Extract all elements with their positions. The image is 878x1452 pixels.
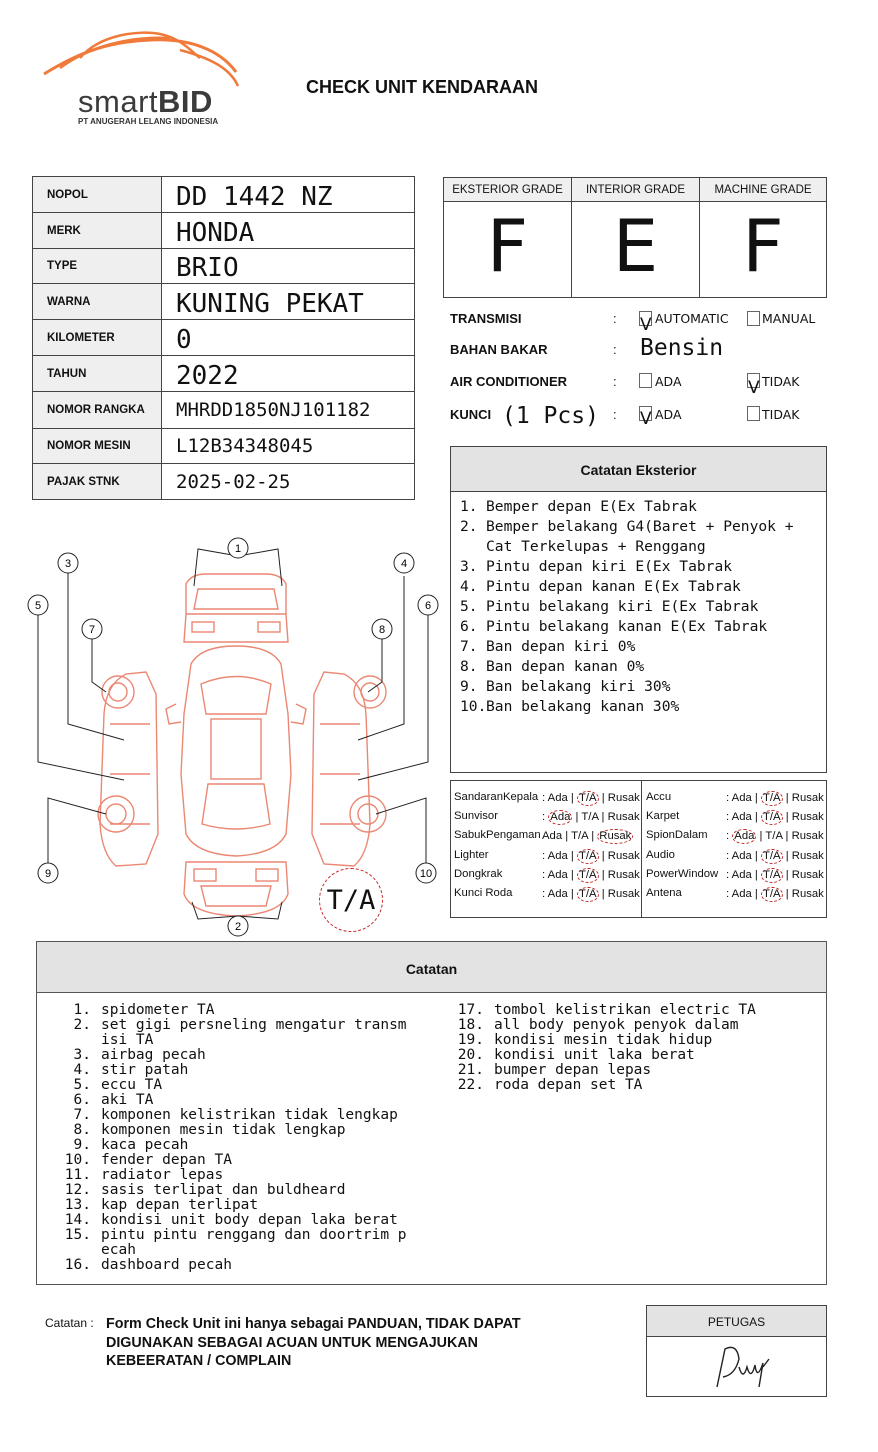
note-text: roda depan set TA [494, 1077, 643, 1093]
note-text: all body penyok penyok dalam [494, 1017, 739, 1033]
info-value: BRIO [162, 249, 415, 284]
footer-label: Catatan : [45, 1316, 94, 1330]
marker-number: 8 [378, 624, 386, 636]
accessory-name: Audio [646, 849, 675, 861]
marker-layer [28, 538, 438, 936]
accessory-option[interactable]: Rusak [791, 811, 824, 823]
accessory-name: SandaranKepala [454, 791, 539, 803]
petugas-box [646, 1305, 827, 1397]
note-number: 22. [457, 1077, 484, 1093]
info-row-nomor-rangka [33, 392, 415, 429]
marker-number: 1 [234, 543, 242, 555]
damage-marker-10 [416, 863, 436, 883]
accessory-name: Dongkrak [454, 868, 503, 880]
note-text: set gigi persneling mengatur transm isi TA [101, 1017, 407, 1048]
marker-lines [38, 549, 428, 919]
kunci-label: KUNCI [450, 407, 492, 422]
info-row-merk [33, 213, 415, 249]
separator: | [785, 850, 789, 862]
info-label: NOMOR RANGKA [33, 392, 162, 429]
separator: | [565, 830, 569, 842]
info-label: TYPE [33, 249, 162, 284]
note-text: kondisi unit laka berat [494, 1047, 695, 1063]
exterior-note-item [460, 497, 826, 517]
kunci-ada-option: ADA [655, 407, 682, 422]
separator: | [754, 869, 758, 881]
note-text: spidometer TA [101, 1002, 215, 1018]
colon: : [613, 374, 617, 389]
note-item [59, 1228, 429, 1258]
damage-marker-9 [38, 863, 58, 883]
exterior-note-item [460, 597, 826, 617]
note-text: bumper depan lepas [494, 1062, 652, 1078]
manual-checkbox[interactable] [747, 311, 760, 326]
info-value: KUNING PEKAT [162, 284, 415, 320]
accessory-option[interactable]: Ada [731, 792, 752, 804]
accessory-row [454, 791, 639, 810]
note-number: 7. [460, 638, 478, 655]
note-item [59, 1108, 429, 1123]
info-row-tahun [33, 356, 415, 392]
accessory-option[interactable]: T/A [578, 792, 597, 804]
info-value: L12B34348045 [162, 429, 415, 464]
info-row-type [33, 249, 415, 284]
accessory-option[interactable]: Rusak [607, 869, 640, 881]
separator: | [570, 850, 574, 862]
exterior-notes-title: Catatan Eksterior [451, 447, 826, 492]
note-text: komponen kelistrikan tidak lengkap [101, 1107, 398, 1123]
grade-table [443, 177, 827, 298]
accessory-option[interactable]: Ada [547, 869, 568, 881]
info-value: 2022 [162, 356, 415, 392]
exterior-notes-panel [450, 446, 827, 773]
accessory-option[interactable]: T/A [578, 850, 597, 862]
separator: | [591, 830, 595, 842]
note-text: tombol kelistrikan electric TA [494, 1002, 756, 1018]
separator: | [601, 811, 605, 823]
note-item [59, 1063, 429, 1078]
note-number: 3. [460, 558, 478, 575]
accessory-option[interactable]: T/A [762, 850, 781, 862]
note-number: 11. [64, 1167, 91, 1183]
note-number: 10. [64, 1152, 91, 1168]
info-value: 2025-02-25 [162, 464, 415, 500]
check-mark-icon: V [748, 378, 760, 398]
accessory-option[interactable]: T/A [762, 888, 781, 900]
accessory-option[interactable]: Rusak [791, 830, 824, 842]
accessory-name: SpionDalam [646, 829, 708, 841]
marker-number: 9 [44, 868, 52, 880]
accessory-option[interactable]: T/A [762, 811, 781, 823]
accessory-option[interactable]: Rusak [791, 850, 824, 862]
marker-number: 10 [419, 868, 433, 880]
note-item [59, 1213, 429, 1228]
car-swoosh-icon [40, 28, 250, 88]
separator: | [601, 869, 605, 881]
note-text: dashboard pecah [101, 1257, 232, 1273]
exterior-note-item [460, 637, 826, 657]
page-title: CHECK UNIT KENDARAAN [306, 77, 538, 97]
note-number: 6. [460, 618, 478, 635]
note-item [450, 1048, 810, 1063]
notes-list-left [59, 1003, 429, 1273]
accessory-row [646, 829, 831, 848]
grade-interior [572, 178, 700, 297]
ac-ada-checkbox[interactable] [639, 373, 652, 388]
separator: | [785, 830, 789, 842]
colon: : [542, 869, 546, 881]
info-label: NOPOL [33, 177, 162, 213]
note-text: Bemper belakang G4(Baret + Penyok + Cat Terkelupas + Renggang [486, 518, 794, 555]
note-text: aki TA [101, 1092, 154, 1108]
accessory-option[interactable]: Rusak [599, 830, 632, 842]
note-text: Ban depan kiri 0% [486, 638, 636, 655]
separator: | [570, 888, 574, 900]
accessory-option[interactable]: Ada [734, 830, 755, 842]
info-row-warna [33, 284, 415, 320]
accessory-option[interactable]: Rusak [791, 888, 824, 900]
note-text: sasis terlipat dan buldheard [101, 1182, 346, 1198]
accessory-option[interactable]: Rusak [791, 869, 824, 881]
info-label: NOMOR MESIN [33, 429, 162, 464]
accessory-option[interactable]: Ada [731, 811, 752, 823]
damage-marker-3 [58, 553, 78, 573]
note-number: 14. [64, 1212, 91, 1228]
accessories-panel [450, 780, 827, 918]
note-item [59, 1078, 429, 1093]
note-item [450, 1063, 810, 1078]
accessory-option[interactable]: Ada [731, 850, 752, 862]
colon: : [542, 792, 546, 804]
separator: | [575, 811, 579, 823]
note-text: Ban belakang kanan 30% [486, 698, 680, 715]
exterior-note-item [460, 577, 826, 597]
accessory-option[interactable]: T/A [581, 811, 599, 823]
grade-exterior [444, 178, 572, 297]
accessory-row [454, 829, 639, 848]
note-text: kondisi mesin tidak hidup [494, 1032, 713, 1048]
petugas-title: PETUGAS [647, 1306, 826, 1337]
note-text: Pintu belakang kanan E(Ex Tabrak [486, 618, 768, 635]
info-row-pajak-stnk [33, 464, 415, 500]
info-label: TAHUN [33, 356, 162, 392]
info-label: WARNA [33, 284, 162, 320]
separator: | [754, 792, 758, 804]
note-number: 3. [73, 1047, 91, 1063]
exterior-notes-list [451, 492, 826, 717]
accessory-row [646, 868, 831, 887]
note-number: 8. [460, 658, 478, 675]
exterior-note-item [460, 657, 826, 677]
marker-number: 3 [64, 558, 72, 570]
note-number: 8. [73, 1122, 91, 1138]
note-text: stir patah [101, 1062, 189, 1078]
note-number: 4. [460, 578, 478, 595]
transmisi-label: TRANSMISI [450, 311, 522, 326]
ac-ada-option: ADA [655, 374, 682, 389]
separator: | [601, 850, 605, 862]
info-row-nomor-mesin [33, 429, 415, 464]
separator: | [759, 830, 763, 842]
accessory-option[interactable]: Ada [550, 811, 571, 823]
info-value: 0 [162, 320, 415, 356]
note-number: 5. [73, 1077, 91, 1093]
info-row-nopol [33, 177, 415, 213]
note-text: kaca pecah [101, 1137, 189, 1153]
grade-label: EKSTERIOR GRADE [444, 178, 571, 202]
colon: : [542, 811, 546, 823]
colon: : [726, 792, 730, 804]
note-text: kondisi unit body depan laka berat [101, 1212, 398, 1228]
note-number: 1. [73, 1002, 91, 1018]
note-item [59, 1168, 429, 1183]
separator: | [570, 869, 574, 881]
note-item [59, 1048, 429, 1063]
marker-number: 6 [424, 600, 432, 612]
vehicle-info-table [32, 176, 415, 500]
accessory-option[interactable]: T/A [765, 830, 783, 842]
note-item [59, 1138, 429, 1153]
kunci-tidak-checkbox[interactable] [747, 406, 760, 421]
note-item [59, 1153, 429, 1168]
note-text: Pintu depan kiri E(Ex Tabrak [486, 558, 733, 575]
accessory-name: Antena [646, 887, 682, 899]
accessory-name: Karpet [646, 810, 680, 822]
colon: : [542, 888, 546, 900]
exterior-note-item [460, 697, 826, 717]
accessory-option[interactable]: Ada [547, 888, 568, 900]
marker-number: 5 [34, 600, 42, 612]
separator: | [785, 811, 789, 823]
exterior-note-item [460, 617, 826, 637]
grade-value: F [486, 204, 529, 288]
info-label: MERK [33, 213, 162, 249]
note-item [59, 1003, 429, 1018]
colon: : [726, 888, 730, 900]
separator: | [785, 869, 789, 881]
note-number: 9. [460, 678, 478, 695]
note-text: pintu pintu renggang dan doortrim p ecah [101, 1227, 407, 1258]
note-text: komponen mesin tidak lengkap [101, 1122, 346, 1138]
info-row-kilometer [33, 320, 415, 356]
note-text: eccu TA [101, 1077, 163, 1093]
note-item [450, 1078, 810, 1093]
note-number: 1. [460, 498, 478, 515]
note-item [59, 1258, 429, 1273]
ac-label: AIR CONDITIONER [450, 374, 567, 389]
colon: : [726, 869, 730, 881]
accessory-option[interactable]: T/A [762, 792, 781, 804]
kunci-tidak-option: TIDAK [762, 407, 800, 422]
note-number: 5. [460, 598, 478, 615]
note-item [59, 1123, 429, 1138]
bahan-bakar-value: Bensin [640, 335, 724, 361]
accessory-name: Kunci Roda [454, 887, 513, 899]
note-text: Pintu depan kanan E(Ex Tabrak [486, 578, 741, 595]
accessory-row [454, 887, 639, 906]
note-item [450, 1018, 810, 1033]
accessory-name: Sunvisor [454, 810, 498, 822]
accessory-name: SabukPengaman [454, 829, 541, 841]
colon: : [542, 850, 546, 862]
logo-wordmark: smartBID [78, 84, 213, 119]
note-number: 21. [457, 1062, 484, 1078]
car-damage-diagram [26, 534, 444, 938]
info-value: DD 1442 NZ [162, 177, 415, 213]
note-number: 19. [457, 1032, 484, 1048]
note-text: radiator lepas [101, 1167, 224, 1183]
accessory-option[interactable]: T/A [578, 869, 597, 881]
separator: | [570, 792, 574, 804]
damage-marker-8 [372, 619, 392, 639]
note-number: 20. [457, 1047, 484, 1063]
note-item [59, 1093, 429, 1108]
accessory-option[interactable]: Ada [731, 869, 752, 881]
notes-panel [36, 941, 827, 1285]
damage-marker-6 [418, 595, 438, 615]
note-number: 16. [64, 1257, 91, 1273]
accessory-option[interactable]: Ada [547, 850, 568, 862]
car-outline [98, 574, 386, 916]
accessory-row [646, 849, 831, 868]
column-divider [641, 781, 642, 917]
ac-tidak-option: TIDAK [762, 374, 800, 389]
accessory-option[interactable]: Ada [731, 888, 752, 900]
damage-marker-5 [28, 595, 48, 615]
info-label: KILOMETER [33, 320, 162, 356]
logo-company: PT ANUGERAH LELANG INDONESIA [78, 117, 219, 126]
colon: : [613, 342, 617, 357]
exterior-note-item [460, 557, 826, 577]
separator: | [601, 792, 605, 804]
accessory-row [454, 810, 639, 829]
note-number: 18. [457, 1017, 484, 1033]
note-text: Ban belakang kiri 30% [486, 678, 671, 695]
note-number: 17. [457, 1002, 484, 1018]
separator: | [754, 850, 758, 862]
grade-machine [700, 178, 826, 297]
check-mark-icon: V [640, 409, 652, 429]
damage-marker-4 [394, 553, 414, 573]
colon: : [726, 811, 730, 823]
ta-stamp: T/A [319, 868, 383, 932]
note-number: 13. [64, 1197, 91, 1213]
accessory-option[interactable]: Rusak [607, 888, 640, 900]
colon: : [613, 311, 617, 326]
accessory-option[interactable]: T/A [578, 888, 597, 900]
note-text: Pintu belakang kiri E(Ex Tabrak [486, 598, 759, 615]
damage-marker-1 [228, 538, 248, 558]
grade-label: MACHINE GRADE [700, 178, 826, 202]
note-item [450, 1033, 810, 1048]
accessory-name: PowerWindow [646, 868, 719, 880]
manual-option: MANUAL [762, 311, 816, 326]
accessory-name: Lighter [454, 849, 489, 861]
marker-number: 2 [234, 921, 242, 933]
exterior-note-item [460, 517, 826, 557]
note-item [59, 1198, 429, 1213]
separator: | [785, 888, 789, 900]
note-text: fender depan TA [101, 1152, 232, 1168]
note-number: 7. [73, 1107, 91, 1123]
note-number: 9. [73, 1137, 91, 1153]
automatic-option: AUTOMATIC [655, 311, 729, 326]
note-text: Ban depan kanan 0% [486, 658, 645, 675]
separator: | [601, 888, 605, 900]
note-number: 4. [73, 1062, 91, 1078]
damage-marker-2 [228, 916, 248, 936]
note-number: 12. [64, 1182, 91, 1198]
accessory-option[interactable]: T/A [571, 830, 589, 842]
notes-title: Catatan [37, 942, 826, 993]
colon: : [726, 850, 730, 862]
note-number: 2. [73, 1017, 91, 1033]
smartbid-logo [40, 28, 250, 128]
accessory-option[interactable]: Ada [542, 830, 563, 842]
info-label: PAJAK STNK [33, 464, 162, 500]
marker-number: 4 [400, 558, 408, 570]
info-value: HONDA [162, 213, 415, 249]
accessory-option[interactable]: Rusak [791, 792, 824, 804]
note-number: 15. [64, 1227, 91, 1243]
separator: | [754, 888, 758, 900]
marker-number: 7 [88, 624, 96, 636]
accessory-row [454, 849, 639, 868]
check-mark-icon: V [640, 315, 652, 335]
note-text: airbag pecah [101, 1047, 206, 1063]
colon: : [726, 830, 730, 842]
kunci-count: (1 Pcs) [502, 403, 599, 429]
accessory-option[interactable]: T/A [762, 869, 781, 881]
grade-value: F [742, 204, 784, 288]
damage-marker-7 [82, 619, 102, 639]
note-number: 10. [460, 698, 487, 715]
exterior-note-item [460, 677, 826, 697]
note-number: 2. [460, 518, 478, 535]
separator: | [785, 792, 789, 804]
note-number: 6. [73, 1092, 91, 1108]
accessory-row [454, 868, 639, 887]
separator: | [754, 811, 758, 823]
grade-value: E [612, 204, 659, 288]
footer-disclaimer: Form Check Unit ini hanya sebagai PANDUAN, TIDAK DAPAT DIGUNAKAN SEBAGAI ACUAN UNTUK MENGAJUKAN KEBEERATAN / COMPLAIN [106, 1316, 521, 1369]
accessory-option[interactable]: Ada [547, 792, 568, 804]
accessory-row [646, 887, 831, 906]
note-text: kap depan terlipat [101, 1197, 259, 1213]
grade-label: INTERIOR GRADE [572, 178, 699, 202]
signature-icon [647, 1337, 826, 1395]
note-item [59, 1183, 429, 1198]
info-value: MHRDD1850NJ101182 [162, 392, 415, 429]
accessory-option[interactable]: Rusak [607, 811, 640, 823]
note-item [450, 1003, 810, 1018]
note-item [59, 1018, 429, 1048]
accessory-name: Accu [646, 791, 672, 803]
accessory-row [646, 791, 831, 810]
accessory-option[interactable]: Rusak [607, 850, 640, 862]
accessory-row [646, 810, 831, 829]
accessory-option[interactable]: Rusak [607, 792, 640, 804]
notes-list-right [450, 1003, 810, 1093]
colon: : [613, 407, 617, 422]
note-text: Bemper depan E(Ex Tabrak [486, 498, 697, 515]
bahan-bakar-label: BAHAN BAKAR [450, 342, 548, 357]
